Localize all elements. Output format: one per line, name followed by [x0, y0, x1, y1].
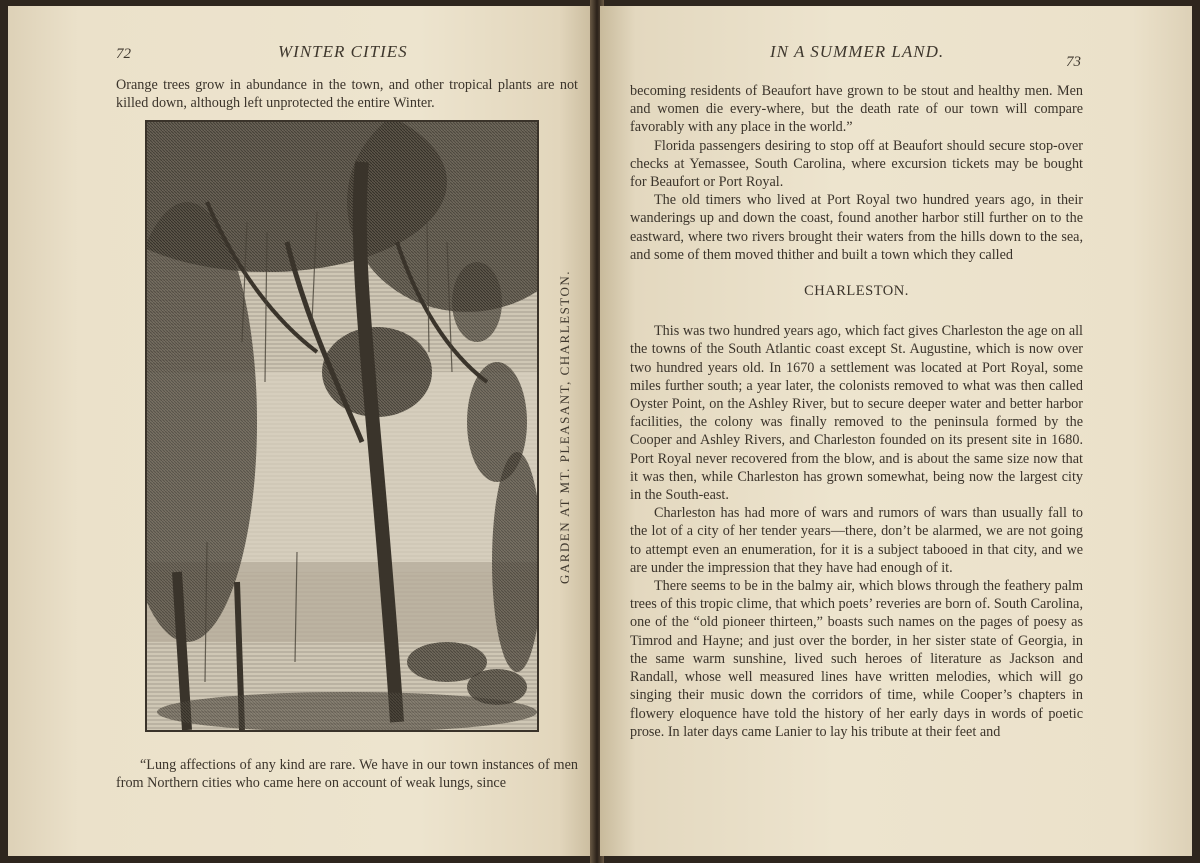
engraving-plate [145, 120, 539, 732]
plate-caption-text: GARDEN AT MT. PLEASANT, CHARLESTON. [557, 269, 572, 585]
left-page [8, 6, 594, 856]
paragraph: The old timers who lived at Port Royal two hundred years ago, in their wanderings up and down the coast, found another harbor still further on to the eastward, where two rivers brought their waters from the hills down to the sea, and some of them moved thither and built a town which they called [630, 192, 1083, 263]
paragraph: Florida passengers desiring to stop off at Beaufort should secure stop-over checks at Yemassee, South Carolina, where excursion tickets may be bought for Beaufort or Port Royal. [630, 137, 1083, 191]
right-running-head: IN A SUMMER LAND. [770, 42, 945, 61]
section-heading: CHARLESTON. [804, 283, 909, 300]
paragraph: There seems to be in the balmy air, which blows through the feathery palm trees of this tropic clime, that which poets’ reveries are born of. South Carolina, one of the “old pioneer thirteen,” boasts such names on the pages of poesy as Timrod and Hayne; and just over the border, in her sister state of Georgia, in the same warm sunshine, lived such heroes of literature as Jackson and Randall, whose well measured lines have written melodies, which will go singing their music down the corridors of time, while Cooper’s chapters in flowery eloquence have told the history of her early days in words of poetic prose. In later days came Lanier to lay his tribute at their feet and [630, 578, 1083, 740]
paragraph: becoming residents of Beaufort have grown to be stout and healthy men. Men and women die every-where, but the death rate of our town will compare favorably with any place in the world.” [630, 83, 1083, 136]
left-top-paragraph: Orange trees grow in abundance in the town, and other tropical plants are not killed down, although left unprotected the entire Winter. [116, 77, 578, 112]
right-page-number: 73 [1066, 54, 1081, 70]
right-page [600, 6, 1192, 856]
left-running-head: WINTER CITIES [278, 42, 408, 61]
left-top-text [116, 76, 578, 112]
right-body-text [630, 82, 1083, 741]
paragraph: Charleston has had more of wars and rumors of wars than usually fall to the lot of a city of her tender years—there, don’t be alarmed, we are not going to attempt even an enumeration, for it is a subject tabooed in that city, and we are under the impression that they have had enough of it. [630, 505, 1083, 576]
left-page-number: 72 [116, 46, 131, 62]
left-bottom-text [116, 756, 578, 792]
plate-caption [548, 122, 582, 732]
garden-engraving [147, 122, 537, 730]
left-bottom-paragraph: “Lung affections of any kind are rare. We have in our town instances of men from Northern cities who came here on account of weak lungs, since [116, 757, 578, 792]
paragraph: This was two hundred years ago, which fact gives Charleston the age on all the towns of the South Atlantic coast except St. Augustine, which is now over two hundred years old. In 1670 a settlement was located at Port Royal, some miles further south; a year later, the colonists removed to what was then called Oyster Point, on the Ashley River, but to secure deeper water and better harbor facilities, the colony was finally removed to the peninsula formed by the Cooper and Ashley Rivers, and Charleston founded on its present site in 1680. Port Royal never recovered from the blow, and is about the same size now that it was then, while Charleston has grown somewhat, being now the largest city in the South-east. [630, 323, 1083, 504]
